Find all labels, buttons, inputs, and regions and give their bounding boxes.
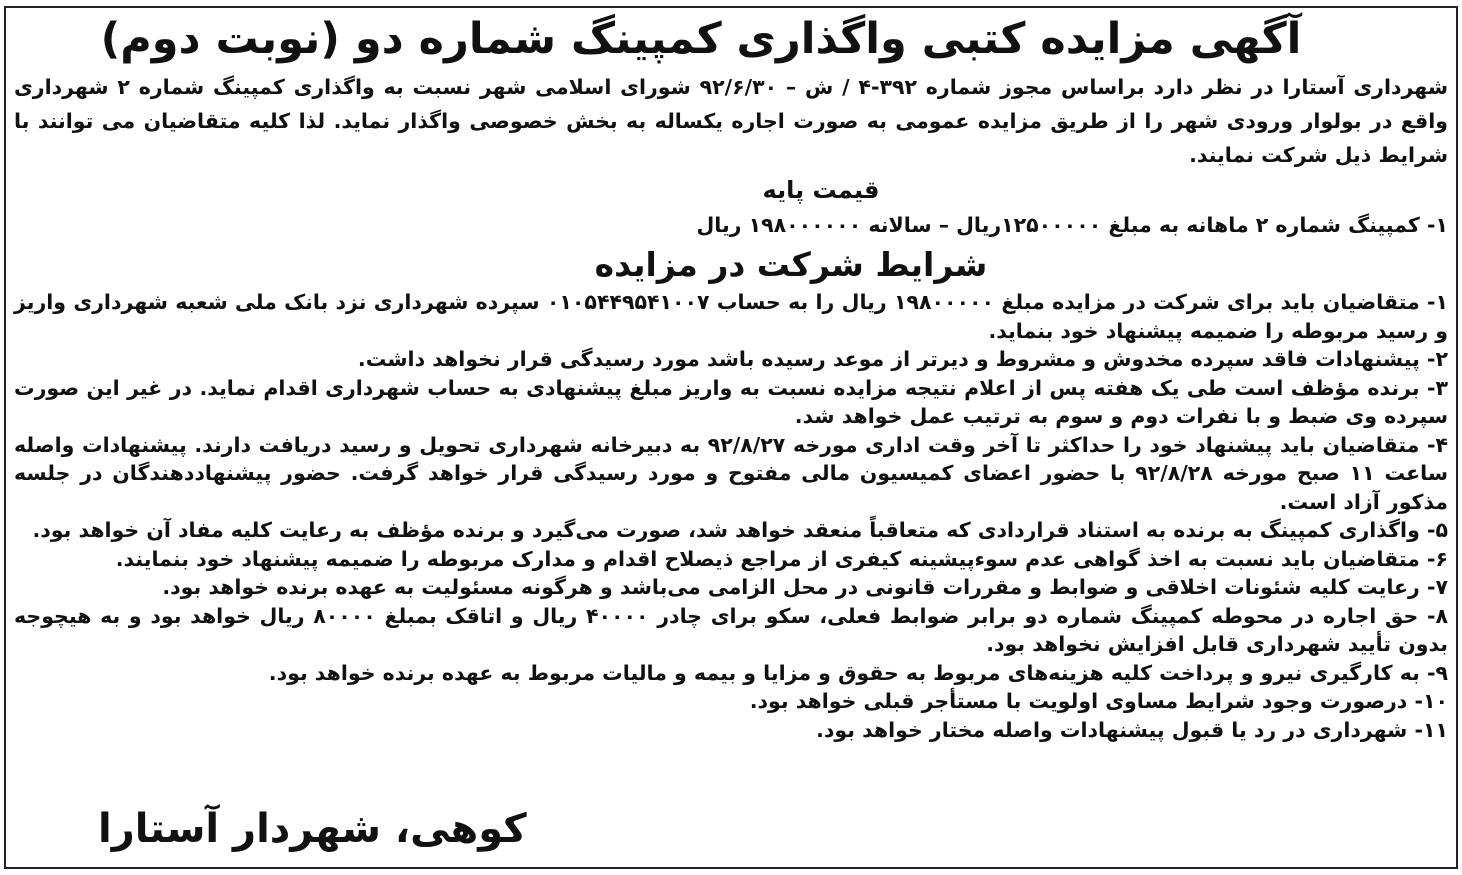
- condition-item-6: ۶- متقاضیان باید نسبت به اخذ گواهی عدم سوءپیشینه کیفری از مراجع ذیصلاح اقدام و مدارک مربوطه را ضمیمه پیشنهاد خود بنمایند.: [115, 546, 1448, 571]
- notice-title: آگهی مزایده کتبی واگذاری کمپینگ شماره دو (نوبت دوم): [100, 14, 1302, 64]
- mayor-signature: کوهی، شهردار آستارا: [98, 806, 527, 852]
- condition-item-10: ۱۰- درصورت وجود شرایط مساوی اولویت با مستأجر قبلی خواهد بود.: [749, 689, 1448, 713]
- condition-item-3: ۳- برنده مؤظف است طی یک هفته پس از اعلام نتیجه مزایده نسبت به واریز مبلغ پیشنهادی به حساب شهرداری اقدام نماید. در غیر این صورت سپرده وی ضبط و با نفرات دوم و سوم به ترتیب عمل خواهد شد.: [14, 375, 1448, 428]
- conditions-list: [14, 288, 1448, 744]
- conditions-heading: شرایط شرکت در مزایده: [594, 245, 988, 284]
- condition-item-8: ۸- حق اجاره در محوطه کمپینگ شماره دو برابر ضوابط فعلی، سکو برای چادر ۴۰۰۰۰ ریال و اتاقک بمبلغ ۸۰۰۰۰ ریال خواهد بود و به هیچوجه بدون تأیید شهرداری قابل افزایش نخواهد بود.: [14, 603, 1449, 656]
- base-price-heading: قیمت پایه: [762, 176, 880, 204]
- condition-item-1: ۱- متقاضیان باید برای شرکت در مزایده مبلغ ۱۹۸۰۰۰۰۰ ریال را به حساب ۰۱۰۵۴۴۹۵۴۱۰۰۷ سپرده شهرداری نزد بانک ملی شعبه شهرداری واریز و رسید مربوطه را ضمیمه پیشنهاد خود بنماید.: [14, 290, 1448, 343]
- base-price-line: ۱- کمپینگ شماره ۲ ماهانه به مبلغ ۱۲۵۰۰۰۰۰ریال – سالانه ۱۹۸۰۰۰۰۰۰ ریال: [696, 213, 1448, 237]
- notice-intro: شهرداری آستارا در نظر دارد براساس مجوز شماره ۳۹۲-۴ / ش – ۹۲/۶/۳۰ شورای اسلامی شهر نسبت به واگذاری کمپینگ شماره ۲ شهرداری واقع در بولوار ورودی شهر را از طریق مزایده عمومی به صورت اجاره یکساله به بخش خصوصی واگذار نماید. لذا کلیه متقاضیان می توانند با شرایط ذیل شرکت نمایند.: [14, 75, 1448, 167]
- condition-item-7: ۷- رعایت کلیه شئونات اخلاقی و ضوابط و مقررات قانونی در محل الزامی می‌باشد و هرگونه مسئولیت به عهده برنده خواهد بود.: [162, 575, 1448, 599]
- condition-item-11: ۱۱- شهرداری در رد یا قبول پیشنهادات واصله مختار خواهد بود.: [816, 717, 1448, 742]
- condition-item-9: ۹- به کارگیری نیرو و پرداخت کلیه هزینه‌های مربوط به حقوق و مزایا و بیمه و مالیات مربوط به عهده برنده خواهد بود.: [268, 660, 1448, 685]
- condition-item-5: ۵- واگذاری کمپینگ به برنده به استناد قراردادی که متعاقباً منعقد خواهد شد، صورت می‌گیرد و برنده مؤظف به رعایت کلیه مفاد آن خواهد بود.: [32, 518, 1448, 542]
- condition-item-4: ۴- متقاضیان باید پیشنهاد خود را حداکثر تا آخر وقت اداری مورخه ۹۲/۸/۲۷ به دبیرخانه شهرداری تحویل و رسید دریافت دارند. پیشنهادات واصله ساعت ۱۱ صبح مورخه ۹۲/۸/۲۸ با حضور اعضای کمیسیون مالی مفتوح و مورد رسیدگی قرار خواهد گرفت. حضور پیشنهاددهندگان در جلسه مذکور آزاد است.: [14, 432, 1449, 514]
- condition-item-2: ۲- پیشنهادات فاقد سپرده مخدوش و مشروط و دیرتر از موعد رسیده باشد مورد رسیدگی قرار نخواهد داشت.: [357, 347, 1448, 371]
- auction-notice: [8, 8, 1454, 867]
